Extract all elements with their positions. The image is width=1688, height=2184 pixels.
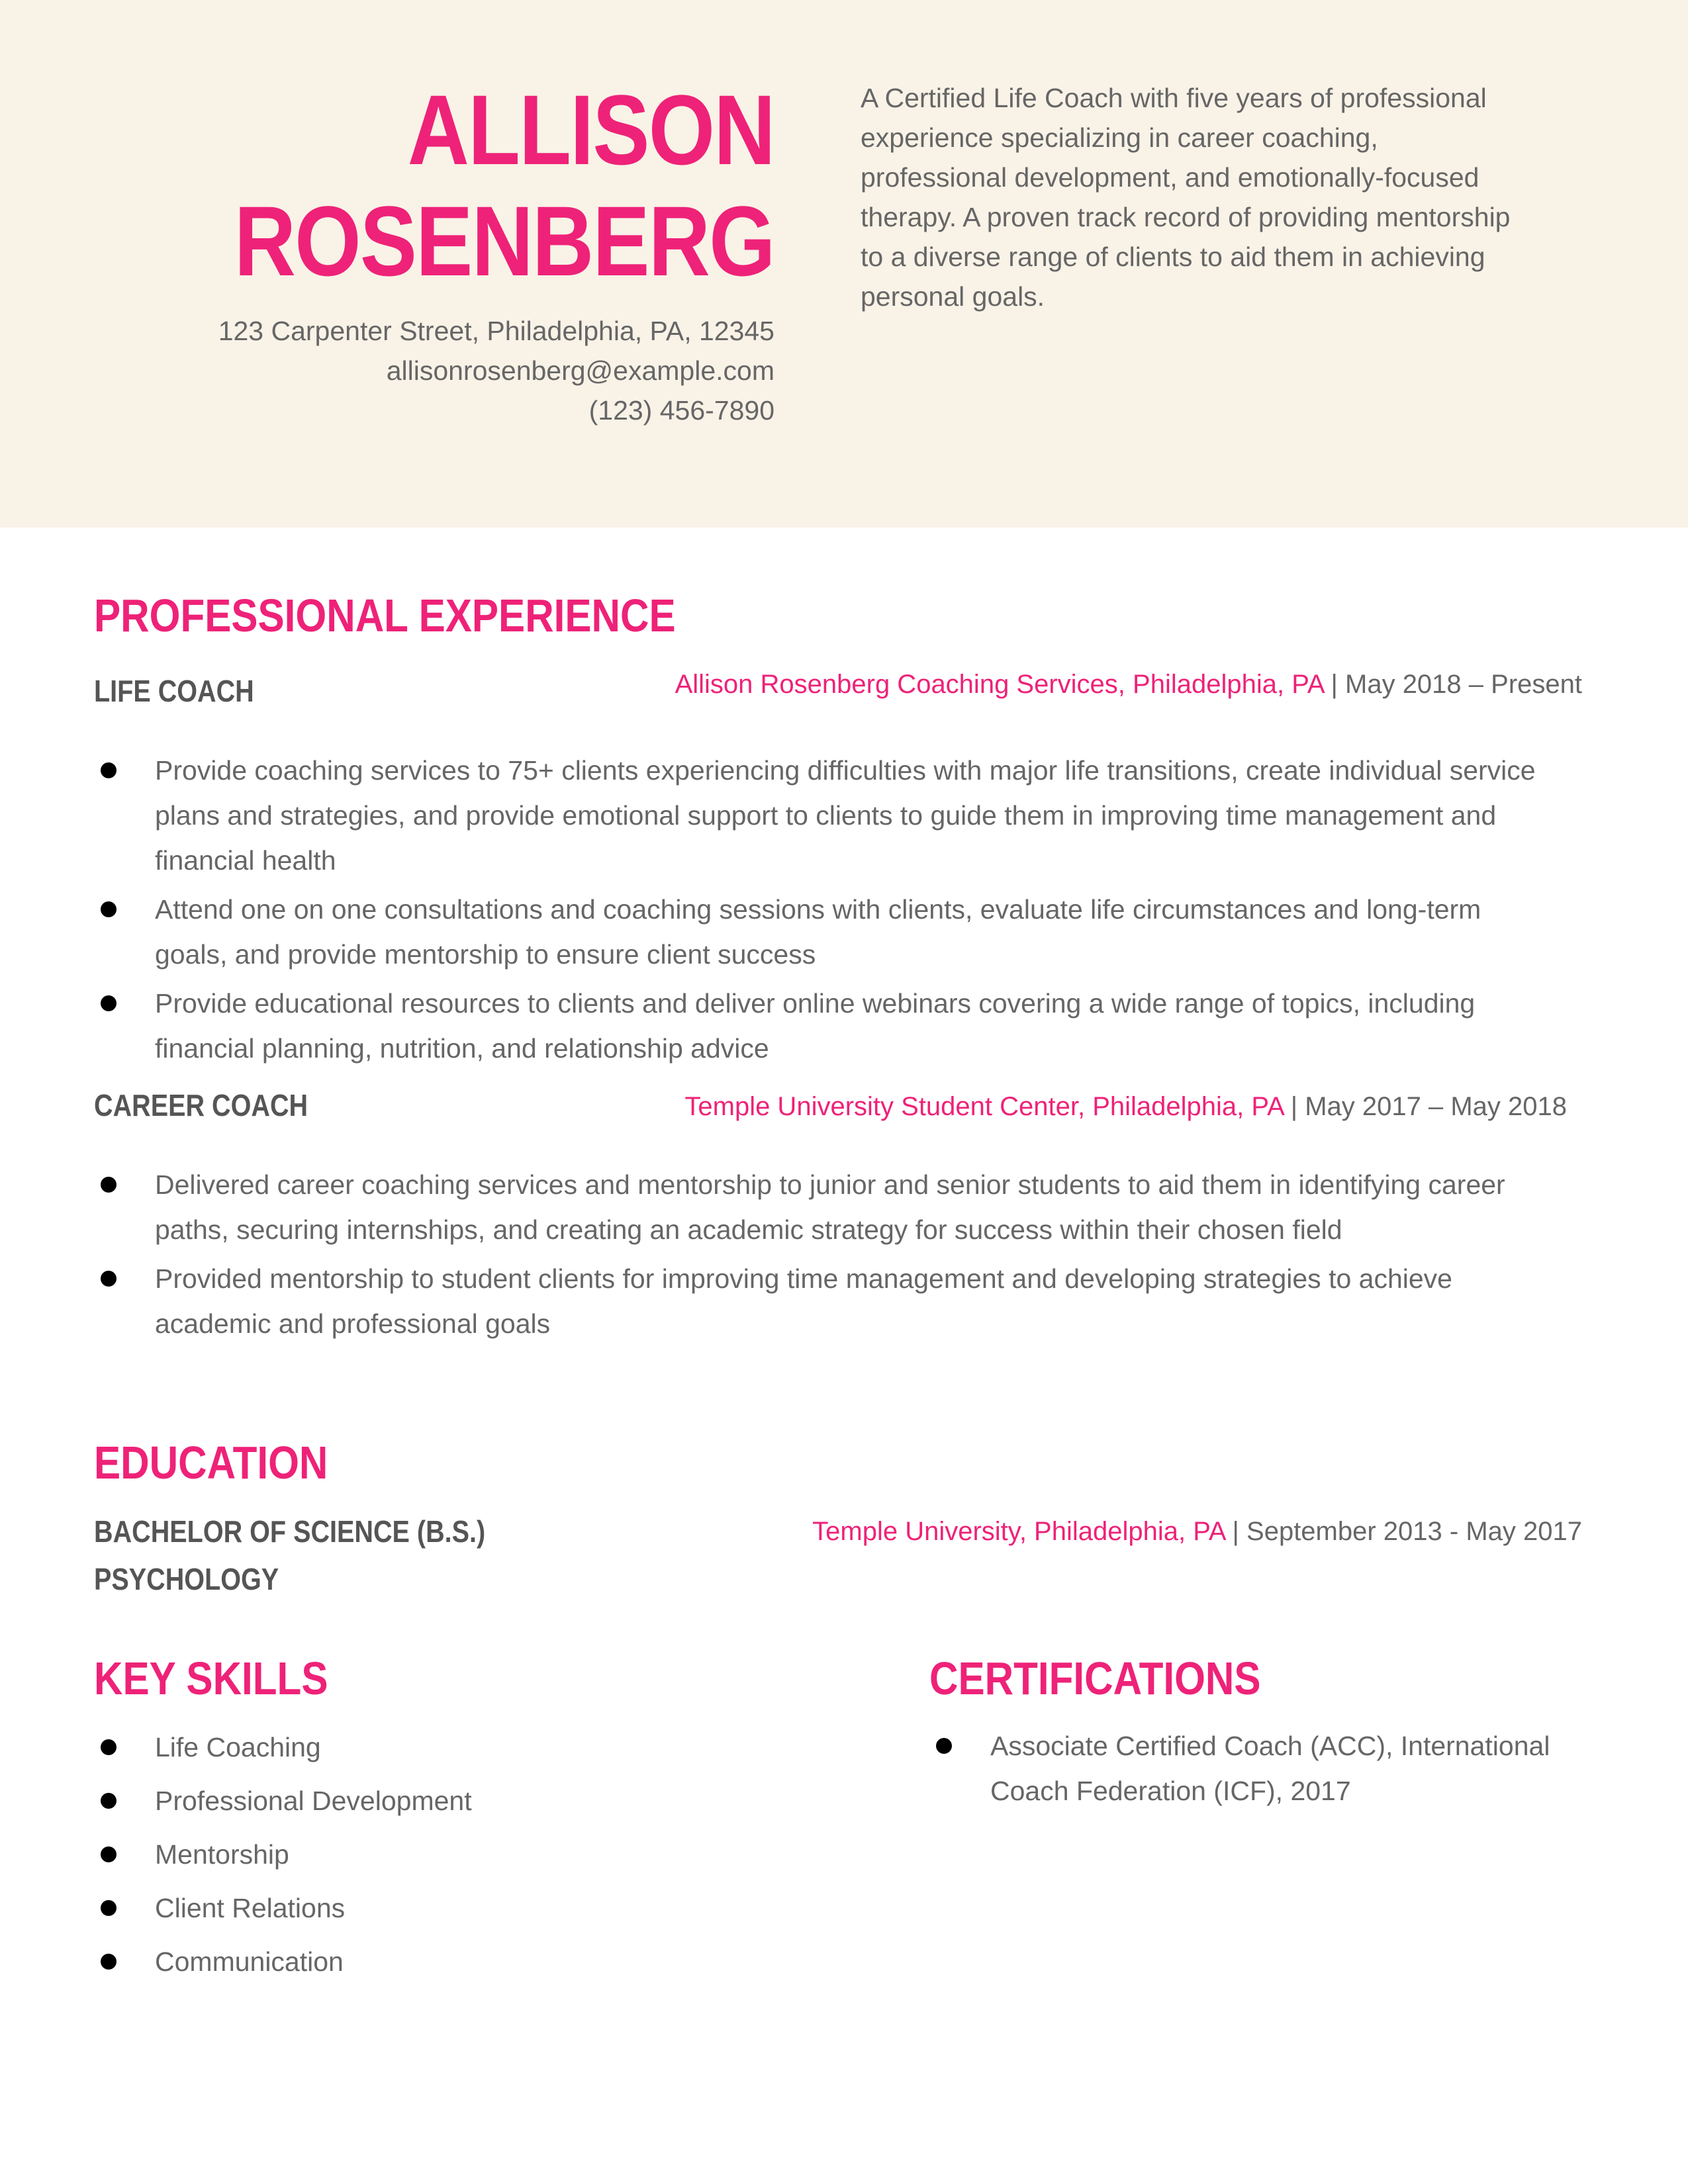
job-org: Allison Rosenberg Coaching Services, Philadelphia, PA (675, 670, 1324, 699)
professional-summary: A Certified Life Coach with five years of professional experience specializing in career coaching, professional development, and emotionally-focused therapy. A proven track record of providing mentorship to a diverse range of clients to aid them in achieving personal goals. (861, 83, 1511, 312)
list-item: Provide educational resources to clients and deliver online webinars covering a wide range of topics, including financial planning, nutrition, and relationship advice (94, 981, 1550, 1071)
section-title-certifications: CERTIFICATIONS (929, 1653, 1261, 1704)
address: 123 Carpenter Street, Philadelphia, PA, 12345 (218, 316, 774, 346)
name-first: ALLISON (407, 74, 774, 185)
list-item: Provided mentorship to student clients for improving time management and developing strategies to achieve academic and professional goals (94, 1256, 1564, 1346)
job-meta-life-coach (675, 666, 1582, 703)
list-item: Mentorship (94, 1832, 756, 1877)
email[interactable]: allisonrosenberg@example.com (386, 355, 774, 386)
job-meta-career-coach (684, 1088, 1567, 1125)
job-title-career-coach: CAREER COACH (94, 1088, 308, 1122)
list-item: Associate Certified Coach (ACC), International Coach Federation (ICF), 2017 (929, 1723, 1571, 1813)
career-coach-bullets (94, 1162, 1564, 1350)
name-last: ROSENBERG (234, 185, 774, 296)
list-item: Delivered career coaching services and mentorship to junior and senior students to aid them in identifying career paths, securing internships, and creating an academic strategy for success within their chosen field (94, 1162, 1564, 1252)
skills-list (94, 1725, 756, 1993)
candidate-name (234, 74, 774, 296)
list-item: Client Relations (94, 1886, 756, 1931)
school: Temple University, Philadelphia, PA (812, 1517, 1225, 1546)
degree: BACHELOR OF SCIENCE (B.S.) (94, 1514, 486, 1549)
section-title-education: EDUCATION (94, 1437, 328, 1488)
list-item: Communication (94, 1939, 756, 1984)
list-item: Professional Development (94, 1778, 756, 1823)
job-title-life-coach: LIFE COACH (94, 674, 254, 708)
section-title-skills: KEY SKILLS (94, 1653, 328, 1704)
contact-info (218, 311, 774, 430)
life-coach-bullets (94, 748, 1550, 1075)
job-dates: | May 2017 – May 2018 (1283, 1092, 1567, 1121)
certifications-list (929, 1723, 1571, 1817)
list-item: Attend one on one consultations and coaching sessions with clients, evaluate life circumstances and long-term goals, and provide mentorship to ensure client success (94, 887, 1550, 977)
job-dates: | May 2018 – Present (1323, 670, 1582, 699)
education-dates: | September 2013 - May 2017 (1225, 1517, 1582, 1546)
major: PSYCHOLOGY (94, 1562, 279, 1596)
education-meta (812, 1513, 1582, 1550)
job-org: Temple University Student Center, Philadelphia, PA (684, 1092, 1284, 1121)
list-item: Life Coaching (94, 1725, 756, 1770)
phone[interactable]: (123) 456-7890 (588, 395, 774, 426)
list-item: Provide coaching services to 75+ clients experiencing difficulties with major life transitions, create individual service plans and strategies, and provide emotional support to clients to guide them in improving time management and financial health (94, 748, 1550, 883)
section-title-experience: PROFESSIONAL EXPERIENCE (94, 590, 676, 641)
